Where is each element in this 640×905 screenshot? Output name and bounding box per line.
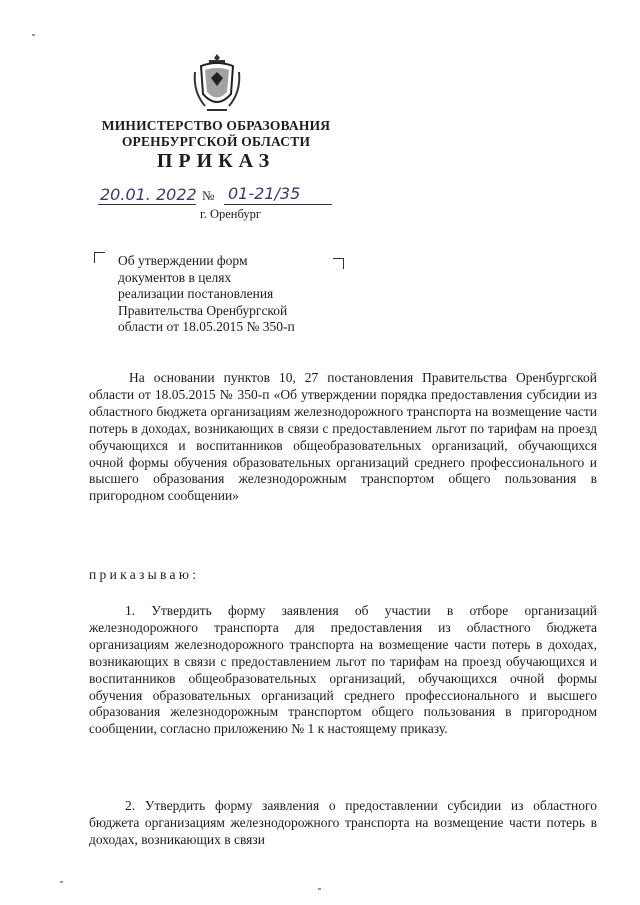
- order-title: ПРИКАЗ: [156, 150, 276, 172]
- coat-of-arms-icon: [191, 52, 243, 114]
- subject-line: реализации постановления: [118, 286, 274, 302]
- subject-line: документов в целях: [118, 269, 232, 285]
- number-underline: [224, 204, 332, 205]
- item-2-paragraph: 2. Утвердить форму заявления о предоставлении субсидии из областного бюджета организациям железнодорожного транспорта на возмещение части потерь в доходах, возникающих в связи: [89, 798, 597, 847]
- subject-line: Об утверждении форм: [118, 253, 248, 268]
- order-number-label: №: [202, 188, 215, 203]
- scan-speck: [318, 888, 321, 890]
- city: г. Оренбург: [200, 207, 261, 221]
- order-word: приказываю:: [89, 567, 200, 582]
- preamble-paragraph: На основании пунктов 10, 27 постановления Правительства Оренбургской области от 18.05.2015 № 350-п «Об утверждении порядка предоставления субсидии из областного бюджета организациям железнодорожного транспорта на возмещение части потерь в доходах, возникающих в связи с предоставлением льгот по тарифам на проезд обучающихся и воспитанников общеобразовательных организаций, обучающихся очной формы обучения образовательных организаций среднего профессионального и высшего образования железнодорожным транспортом общего пользования в пригородном сообщении»: [89, 370, 597, 504]
- subject-line: области от 18.05.2015 № 350-п: [118, 319, 295, 335]
- order-date: 20.01. 2022: [100, 185, 197, 204]
- subject-line: Правительства Оренбургской: [118, 302, 288, 318]
- subject-bracket-left: [94, 252, 105, 263]
- item-1-paragraph: 1. Утвердить форму заявления об участии в отборе организаций железнодорожного транспорта для предоставления из областного бюджета организациям железнодорожного транспорта на возмещение части потерь в доходах, возникающих в связи с предоставлением льгот по тарифам на проезд обучающихся и воспитанников общеобразовательных организаций, обучающихся очной формы обучения образовательных организаций среднего профессионального и высшего образования железнодорожным транспортом общего пользования в пригородном сообщении, согласно приложению № 1 к настоящему приказу.: [89, 603, 597, 737]
- scan-speck: [32, 34, 35, 36]
- ministry-name-line2: ОРЕНБУРГСКОЙ ОБЛАСТИ: [121, 134, 311, 149]
- order-number: 01-21/35: [228, 184, 301, 203]
- ministry-name-line1: МИНИСТЕРСТВО ОБРАЗОВАНИЯ: [101, 118, 331, 133]
- date-underline: [98, 204, 196, 205]
- scan-speck: [60, 881, 63, 883]
- order-subject: [118, 253, 338, 336]
